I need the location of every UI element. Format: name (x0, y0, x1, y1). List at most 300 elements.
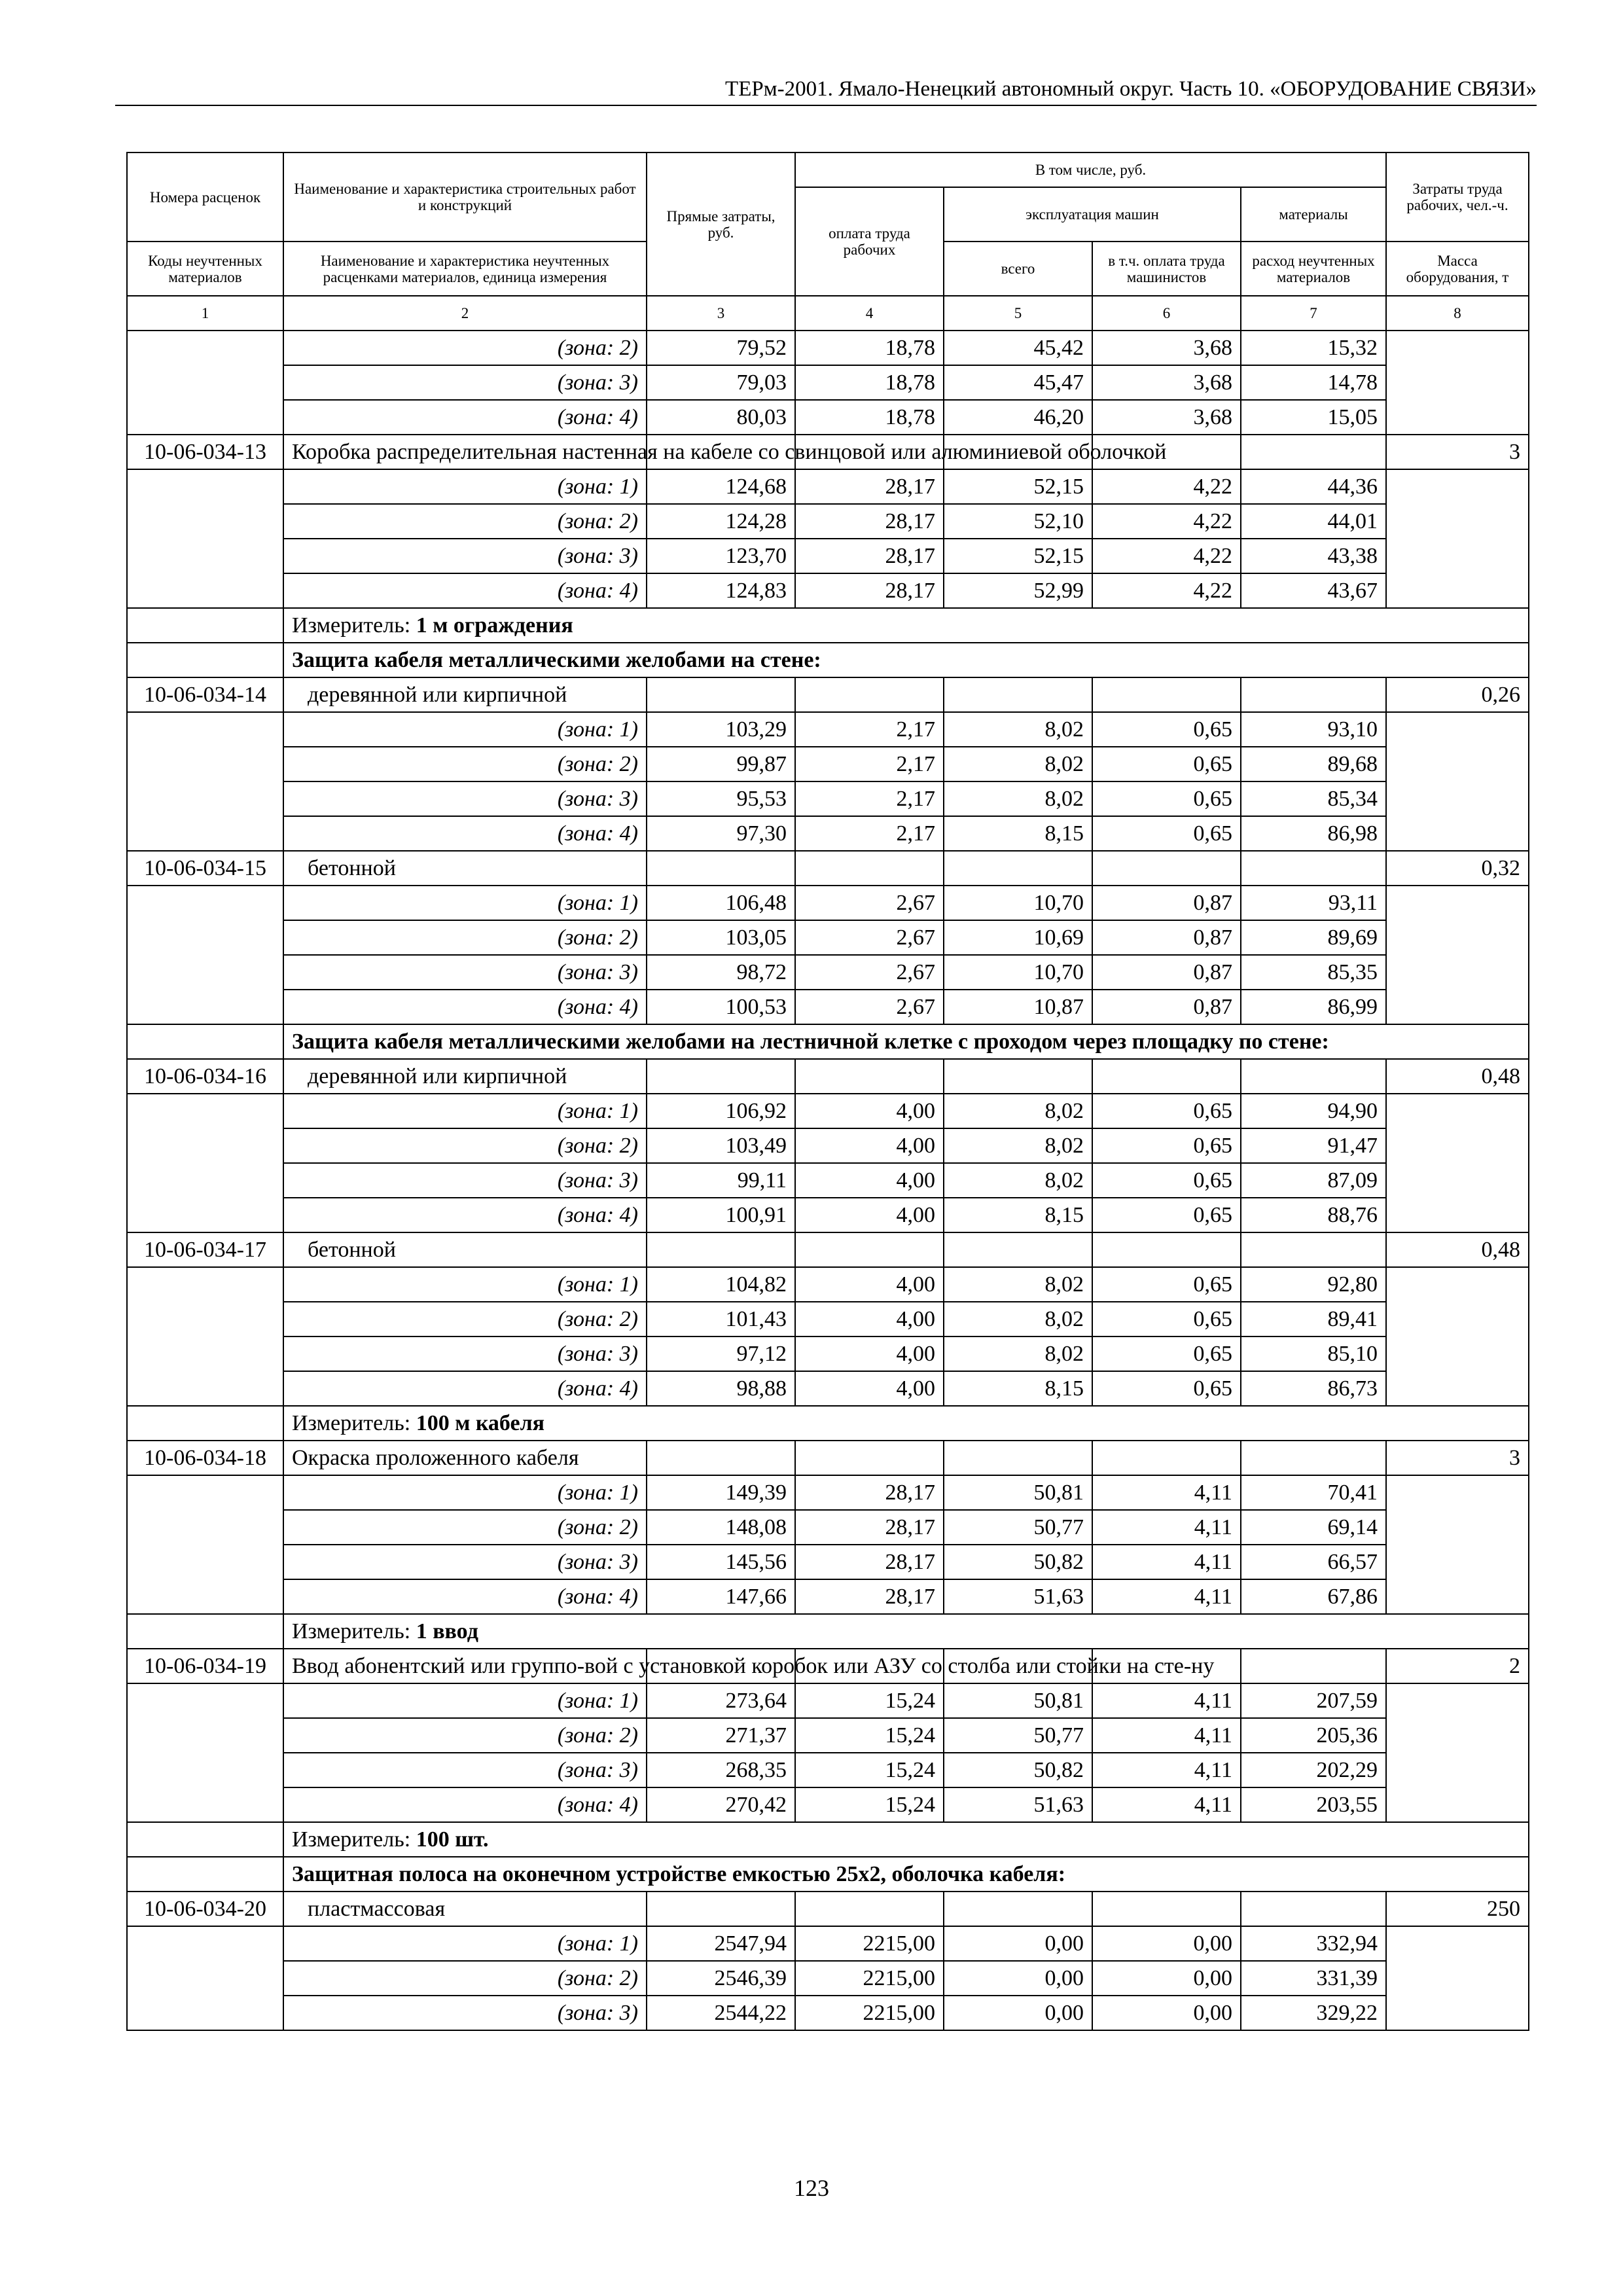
value-cell: 2,17 (795, 747, 944, 781)
col-number: 7 (1241, 296, 1386, 331)
value-cell: 8,02 (944, 1163, 1092, 1198)
value-cell: 124,28 (647, 504, 795, 539)
labor-cost: 3 (1386, 435, 1529, 469)
zone-row (127, 365, 1529, 400)
value-cell: 67,86 (1241, 1579, 1386, 1614)
value-cell: 4,22 (1092, 539, 1241, 573)
zone-row (127, 1267, 1529, 1302)
zone-row (127, 539, 1529, 573)
value-cell: 106,92 (647, 1094, 795, 1128)
zone-label: (зона: 1) (283, 1683, 647, 1718)
zone-row (127, 1545, 1529, 1579)
value-cell (795, 1441, 944, 1475)
value-cell: 28,17 (795, 469, 944, 504)
value-cell: 101,43 (647, 1302, 795, 1336)
blank-cell (1386, 1683, 1529, 1822)
measure-label: Измеритель: (292, 1619, 416, 1643)
measure-row (127, 608, 1529, 643)
table-body (127, 331, 1529, 2030)
work-name: Ввод абонентский или группо-вой с установкой коробок или АЗУ со столба или стойки на сте-ну (283, 1649, 647, 1683)
page-number: 123 (794, 2175, 829, 2201)
zone-label: (зона: 2) (283, 504, 647, 539)
value-cell: 95,53 (647, 781, 795, 816)
value-cell: 89,68 (1241, 747, 1386, 781)
work-name: бетонной (283, 1232, 647, 1267)
zone-row (127, 1128, 1529, 1163)
labor-cost: 2 (1386, 1649, 1529, 1683)
blank-cell (127, 1406, 283, 1441)
value-cell: 8,02 (944, 1094, 1092, 1128)
labor-cost: 3 (1386, 1441, 1529, 1475)
zone-label: (зона: 1) (283, 1475, 647, 1510)
zone-label: (зона: 2) (283, 1718, 647, 1753)
zone-row (127, 1683, 1529, 1718)
value-cell: 52,10 (944, 504, 1092, 539)
value-cell: 18,78 (795, 331, 944, 365)
zone-row (127, 1926, 1529, 1961)
value-cell: 4,00 (795, 1336, 944, 1371)
value-cell (795, 1232, 944, 1267)
value-cell: 273,64 (647, 1683, 795, 1718)
value-cell (1092, 851, 1241, 886)
col-number: 5 (944, 296, 1092, 331)
value-cell: 85,10 (1241, 1336, 1386, 1371)
zone-row (127, 990, 1529, 1024)
value-cell (647, 677, 795, 712)
value-cell: 97,12 (647, 1336, 795, 1371)
measure-cell (283, 1406, 1529, 1441)
value-cell: 52,15 (944, 539, 1092, 573)
value-cell: 0,65 (1092, 1198, 1241, 1232)
value-cell: 88,76 (1241, 1198, 1386, 1232)
value-cell (795, 1059, 944, 1094)
value-cell: 45,42 (944, 331, 1092, 365)
value-cell: 52,15 (944, 469, 1092, 504)
value-cell: 4,11 (1092, 1753, 1241, 1787)
zone-row (127, 1718, 1529, 1753)
value-cell: 2,67 (795, 920, 944, 955)
value-cell: 44,01 (1241, 504, 1386, 539)
value-cell: 94,90 (1241, 1094, 1386, 1128)
value-cell: 69,14 (1241, 1510, 1386, 1545)
value-cell (1092, 1232, 1241, 1267)
col-header-machines-total: всего (944, 242, 1092, 296)
zone-row (127, 573, 1529, 608)
value-cell: 2544,22 (647, 1996, 795, 2030)
value-cell: 148,08 (647, 1510, 795, 1545)
rate-row (127, 1649, 1529, 1683)
labor-cost: 0,32 (1386, 851, 1529, 886)
value-cell: 0,65 (1092, 781, 1241, 816)
zone-label: (зона: 3) (283, 1336, 647, 1371)
value-cell (1241, 1649, 1386, 1683)
zone-label: (зона: 2) (283, 747, 647, 781)
value-cell: 28,17 (795, 1545, 944, 1579)
value-cell: 203,55 (1241, 1787, 1386, 1822)
blank-cell (127, 1094, 283, 1232)
value-cell: 0,87 (1092, 920, 1241, 955)
blank-cell (127, 712, 283, 851)
value-cell: 8,02 (944, 781, 1092, 816)
value-cell: 93,11 (1241, 886, 1386, 920)
col-header-including: В том числе, руб. (795, 152, 1386, 187)
rate-code: 10-06-034-18 (127, 1441, 283, 1475)
value-cell (647, 1892, 795, 1926)
work-name: Окраска проложенного кабеля (283, 1441, 647, 1475)
measure-label: Измеритель: (292, 613, 416, 637)
blank-cell (1386, 331, 1529, 435)
zone-label: (зона: 3) (283, 1753, 647, 1787)
zone-label: (зона: 4) (283, 1787, 647, 1822)
value-cell: 89,69 (1241, 920, 1386, 955)
value-cell (647, 851, 795, 886)
col-header-worker-pay: оплата труда рабочих (795, 187, 944, 296)
blank-cell (1386, 1926, 1529, 2030)
zone-row (127, 1510, 1529, 1545)
value-cell (647, 1441, 795, 1475)
value-cell: 205,36 (1241, 1718, 1386, 1753)
value-cell: 50,82 (944, 1753, 1092, 1787)
value-cell: 0,00 (944, 1961, 1092, 1996)
zone-row (127, 712, 1529, 747)
value-cell: 3,68 (1092, 365, 1241, 400)
value-cell: 8,02 (944, 1128, 1092, 1163)
zone-label: (зона: 2) (283, 920, 647, 955)
col-header-equipment-mass: Масса оборудования, т (1386, 242, 1529, 296)
labor-cost: 0,48 (1386, 1232, 1529, 1267)
value-cell: 28,17 (795, 1579, 944, 1614)
value-cell (944, 1892, 1092, 1926)
zone-label: (зона: 4) (283, 1579, 647, 1614)
value-cell: 4,00 (795, 1163, 944, 1198)
value-cell (944, 1059, 1092, 1094)
value-cell: 85,35 (1241, 955, 1386, 990)
section-title: Защита кабеля металлическими желобами на лестничной клетке с проходом через площадку по стене: (283, 1024, 1529, 1059)
blank-cell (127, 1822, 283, 1857)
value-cell: 0,87 (1092, 955, 1241, 990)
value-cell: 0,00 (944, 1926, 1092, 1961)
value-cell (1241, 435, 1386, 469)
value-cell (1241, 1232, 1386, 1267)
measure-value: 100 м кабеля (416, 1411, 545, 1435)
value-cell: 89,41 (1241, 1302, 1386, 1336)
value-cell: 8,15 (944, 816, 1092, 851)
value-cell: 4,11 (1092, 1510, 1241, 1545)
value-cell: 15,24 (795, 1787, 944, 1822)
blank-cell (127, 1475, 283, 1614)
value-cell: 332,94 (1241, 1926, 1386, 1961)
value-cell: 2546,39 (647, 1961, 795, 1996)
zone-label: (зона: 3) (283, 1545, 647, 1579)
value-cell: 2215,00 (795, 1996, 944, 2030)
value-cell: 15,24 (795, 1753, 944, 1787)
value-cell: 2,67 (795, 955, 944, 990)
blank-cell (127, 469, 283, 608)
value-cell: 0,00 (944, 1996, 1092, 2030)
col-header-operator-pay: в т.ч. оплата труда машинистов (1092, 242, 1241, 296)
zone-row (127, 504, 1529, 539)
labor-cost: 0,48 (1386, 1059, 1529, 1094)
value-cell: 149,39 (647, 1475, 795, 1510)
zone-row (127, 1094, 1529, 1128)
rate-row (127, 677, 1529, 712)
value-cell: 10,70 (944, 955, 1092, 990)
measure-cell (283, 1822, 1529, 1857)
value-cell: 3,68 (1092, 331, 1241, 365)
measure-label: Измеритель: (292, 1411, 416, 1435)
measure-row (127, 1822, 1529, 1857)
value-cell: 0,65 (1092, 1336, 1241, 1371)
value-cell (1092, 677, 1241, 712)
zone-label: (зона: 4) (283, 400, 647, 435)
value-cell (944, 1232, 1092, 1267)
col-header-material-codes: Коды неучтенных материалов (127, 242, 283, 296)
value-cell: 0,65 (1092, 1094, 1241, 1128)
col-header-materials: материалы (1241, 187, 1386, 242)
blank-cell (127, 1024, 283, 1059)
value-cell: 4,11 (1092, 1683, 1241, 1718)
value-cell: 28,17 (795, 573, 944, 608)
zone-label: (зона: 4) (283, 1371, 647, 1406)
zone-label: (зона: 2) (283, 1510, 647, 1545)
value-cell: 10,69 (944, 920, 1092, 955)
value-cell: 99,87 (647, 747, 795, 781)
value-cell: 147,66 (647, 1579, 795, 1614)
value-cell: 2,17 (795, 712, 944, 747)
section-row (127, 643, 1529, 677)
col-header-direct-costs: Прямые затраты, руб. (647, 152, 795, 296)
value-cell: 0,65 (1092, 1267, 1241, 1302)
value-cell: 98,88 (647, 1371, 795, 1406)
blank-cell (1386, 1094, 1529, 1232)
value-cell: 2547,94 (647, 1926, 795, 1961)
col-header-rate-number: Номера расценок (127, 152, 283, 242)
labor-cost: 0,26 (1386, 677, 1529, 712)
value-cell (795, 1892, 944, 1926)
zone-label: (зона: 4) (283, 990, 647, 1024)
value-cell: 28,17 (795, 504, 944, 539)
value-cell: 124,83 (647, 573, 795, 608)
rate-row (127, 1441, 1529, 1475)
value-cell: 207,59 (1241, 1683, 1386, 1718)
zone-label: (зона: 3) (283, 539, 647, 573)
value-cell: 10,87 (944, 990, 1092, 1024)
value-cell: 92,80 (1241, 1267, 1386, 1302)
measure-label: Измеритель: (292, 1827, 416, 1852)
value-cell: 0,65 (1092, 1371, 1241, 1406)
blank-cell (1386, 886, 1529, 1024)
value-cell: 4,11 (1092, 1545, 1241, 1579)
value-cell: 91,47 (1241, 1128, 1386, 1163)
value-cell: 100,53 (647, 990, 795, 1024)
value-cell: 28,17 (795, 539, 944, 573)
blank-cell (1386, 1475, 1529, 1614)
rate-code (127, 331, 283, 435)
value-cell: 0,00 (1092, 1996, 1241, 2030)
measure-cell (283, 1614, 1529, 1649)
zone-row (127, 747, 1529, 781)
value-cell: 202,29 (1241, 1753, 1386, 1787)
value-cell: 2,17 (795, 781, 944, 816)
value-cell: 2215,00 (795, 1926, 944, 1961)
value-cell: 93,10 (1241, 712, 1386, 747)
zone-label: (зона: 2) (283, 1302, 647, 1336)
col-number: 8 (1386, 296, 1529, 331)
value-cell: 100,91 (647, 1198, 795, 1232)
col-header-material-names: Наименование и характеристика неучтенных расценками материалов, единица измерения (283, 242, 647, 296)
measure-value: 1 м ограждения (416, 613, 573, 637)
value-cell: 2,17 (795, 816, 944, 851)
rates-table (126, 152, 1529, 2031)
value-cell: 86,99 (1241, 990, 1386, 1024)
rate-code: 10-06-034-20 (127, 1892, 283, 1926)
value-cell (1241, 1441, 1386, 1475)
zone-row (127, 469, 1529, 504)
value-cell: 8,02 (944, 747, 1092, 781)
value-cell: 4,22 (1092, 469, 1241, 504)
value-cell: 4,22 (1092, 504, 1241, 539)
blank-cell (127, 1614, 283, 1649)
zone-label: (зона: 4) (283, 816, 647, 851)
col-number: 6 (1092, 296, 1241, 331)
value-cell: 4,00 (795, 1267, 944, 1302)
value-cell: 50,82 (944, 1545, 1092, 1579)
value-cell: 46,20 (944, 400, 1092, 435)
value-cell (1092, 1892, 1241, 1926)
zone-row (127, 1198, 1529, 1232)
zone-label: (зона: 1) (283, 1267, 647, 1302)
value-cell: 15,24 (795, 1683, 944, 1718)
zone-label: (зона: 3) (283, 955, 647, 990)
value-cell: 4,11 (1092, 1475, 1241, 1510)
value-cell: 86,98 (1241, 816, 1386, 851)
value-cell: 0,65 (1092, 1302, 1241, 1336)
rate-code: 10-06-034-15 (127, 851, 283, 886)
rate-code: 10-06-034-19 (127, 1649, 283, 1683)
value-cell: 45,47 (944, 365, 1092, 400)
value-cell: 51,63 (944, 1787, 1092, 1822)
value-cell (1241, 851, 1386, 886)
rate-row (127, 851, 1529, 886)
rate-row (127, 1892, 1529, 1926)
zone-row (127, 1302, 1529, 1336)
value-cell: 329,22 (1241, 1996, 1386, 2030)
value-cell: 8,15 (944, 1371, 1092, 1406)
value-cell (1241, 1059, 1386, 1094)
value-cell (647, 1232, 795, 1267)
col-number: 4 (795, 296, 944, 331)
zone-label: (зона: 1) (283, 1094, 647, 1128)
zone-row (127, 1787, 1529, 1822)
measure-cell (283, 608, 1529, 643)
value-cell: 2,67 (795, 990, 944, 1024)
value-cell: 4,00 (795, 1094, 944, 1128)
section-title: Защита кабеля металлическими желобами на стене: (283, 643, 1529, 677)
value-cell: 0,65 (1092, 1163, 1241, 1198)
zone-label: (зона: 2) (283, 331, 647, 365)
value-cell: 270,42 (647, 1787, 795, 1822)
zone-label: (зона: 4) (283, 573, 647, 608)
blank-cell (1386, 1267, 1529, 1406)
rate-code: 10-06-034-13 (127, 435, 283, 469)
col-header-labor-costs: Затраты труда рабочих, чел.-ч. (1386, 152, 1529, 242)
blank-cell (127, 608, 283, 643)
zone-row (127, 920, 1529, 955)
value-cell: 28,17 (795, 1475, 944, 1510)
value-cell: 50,77 (944, 1510, 1092, 1545)
value-cell: 0,65 (1092, 1128, 1241, 1163)
section-row (127, 1857, 1529, 1892)
value-cell: 8,02 (944, 1302, 1092, 1336)
measure-value: 1 ввод (416, 1619, 478, 1643)
value-cell: 4,00 (795, 1371, 944, 1406)
zone-label: (зона: 3) (283, 1163, 647, 1198)
zone-row (127, 1371, 1529, 1406)
value-cell (944, 1441, 1092, 1475)
value-cell: 2,67 (795, 886, 944, 920)
zone-row (127, 331, 1529, 365)
blank-cell (127, 1267, 283, 1406)
value-cell: 103,49 (647, 1128, 795, 1163)
value-cell: 15,05 (1241, 400, 1386, 435)
value-cell: 0,65 (1092, 712, 1241, 747)
value-cell: 43,67 (1241, 573, 1386, 608)
value-cell: 28,17 (795, 1510, 944, 1545)
zone-row (127, 1163, 1529, 1198)
section-row (127, 1024, 1529, 1059)
value-cell: 4,22 (1092, 573, 1241, 608)
zone-row (127, 1475, 1529, 1510)
value-cell: 123,70 (647, 539, 795, 573)
value-cell: 0,00 (1092, 1926, 1241, 1961)
value-cell: 268,35 (647, 1753, 795, 1787)
value-cell: 3,68 (1092, 400, 1241, 435)
value-cell: 0,00 (1092, 1961, 1241, 1996)
blank-cell (127, 1683, 283, 1822)
blank-cell (1386, 469, 1529, 608)
zone-row (127, 1579, 1529, 1614)
zone-label: (зона: 1) (283, 1926, 647, 1961)
value-cell: 0,87 (1092, 886, 1241, 920)
measure-row (127, 1614, 1529, 1649)
value-cell: 331,39 (1241, 1961, 1386, 1996)
value-cell: 8,15 (944, 1198, 1092, 1232)
zone-label: (зона: 3) (283, 1996, 647, 2030)
value-cell: 44,36 (1241, 469, 1386, 504)
value-cell: 79,52 (647, 331, 795, 365)
value-cell (1092, 1059, 1241, 1094)
value-cell: 50,81 (944, 1683, 1092, 1718)
zone-row (127, 886, 1529, 920)
value-cell: 4,11 (1092, 1579, 1241, 1614)
value-cell: 4,00 (795, 1302, 944, 1336)
value-cell: 66,57 (1241, 1545, 1386, 1579)
zone-row (127, 816, 1529, 851)
running-header: ТЕРм-2001. Ямало-Ненецкий автономный округ. Часть 10. «ОБОРУДОВАНИЕ СВЯЗИ» (725, 77, 1537, 101)
rate-code: 10-06-034-16 (127, 1059, 283, 1094)
value-cell: 4,11 (1092, 1787, 1241, 1822)
rate-row (127, 1059, 1529, 1094)
value-cell: 18,78 (795, 365, 944, 400)
col-number: 3 (647, 296, 795, 331)
header-rule (115, 105, 1537, 106)
value-cell: 97,30 (647, 816, 795, 851)
value-cell: 145,56 (647, 1545, 795, 1579)
col-number: 1 (127, 296, 283, 331)
value-cell: 8,02 (944, 1336, 1092, 1371)
blank-cell (127, 1926, 283, 2030)
value-cell: 103,29 (647, 712, 795, 747)
